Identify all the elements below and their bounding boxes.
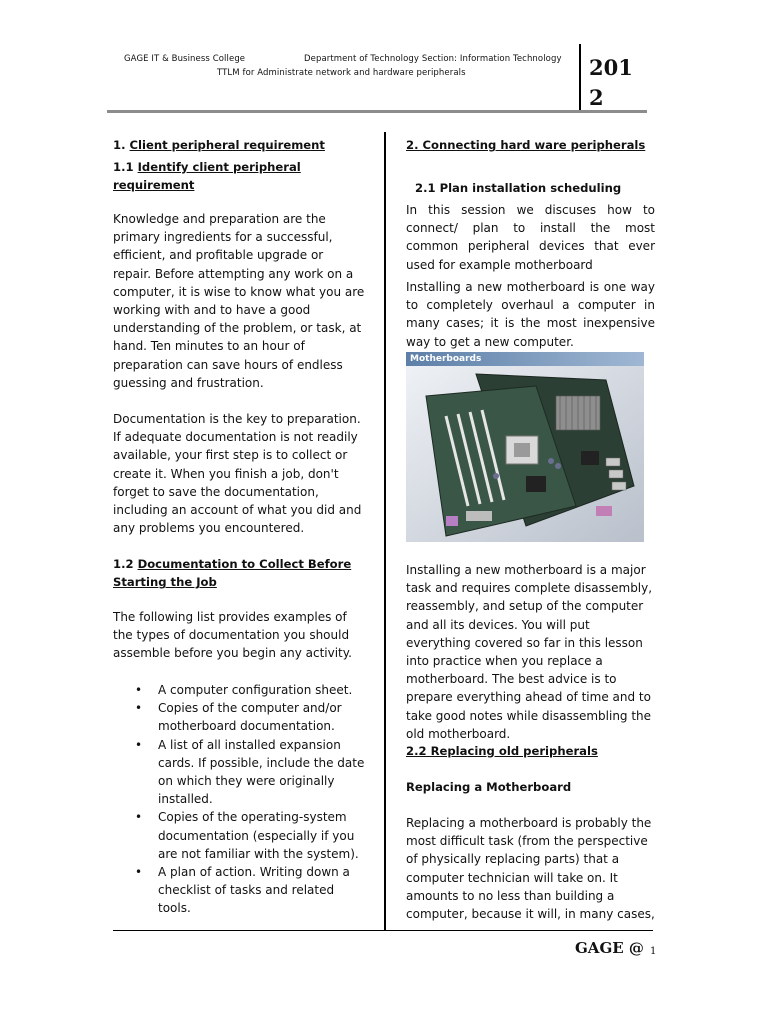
paragraph-major-task — [406, 561, 656, 743]
list-item: • Copies of the operating-system documentation (especially if you are not familiar with the system). — [113, 808, 365, 863]
paragraph-text: Documentation is the key to preparation. If adequate documentation is not readily available, your first step is to collect or create it. When you finish a job, don't forget to save the documentation, including an account of what you did and any problems you encountered. — [113, 412, 362, 536]
heading-connecting-hardware: 2. Connecting hard ware peripherals — [406, 138, 646, 152]
heading-text: Client peripheral requirement — [129, 138, 325, 152]
paragraph-replacing — [406, 814, 656, 923]
paragraph-documentation — [113, 410, 365, 537]
heading-text: Documentation to Collect Before — [137, 557, 352, 571]
heading-text-continued: Starting the Job — [113, 575, 217, 590]
paragraph-text: Installing a new motherboard is a major task and requires complete disassembly, reassembly, and setup of the computer and all its devices. You will put everything covered so far in this lesson into practice when you replace a motherboard. The best advice is to prepare everything ahead of time and to take good notes while disassembling the old motherboard. — [406, 563, 653, 741]
heading-replacing-motherboard: Replacing a Motherboard — [406, 780, 572, 794]
college-name: GAGE IT & Business College — [124, 54, 246, 64]
heading-number: 1.1 — [113, 160, 134, 174]
paragraph-text: The following list provides examples of the types of documentation you should assemble before you begin any activity. — [113, 610, 352, 661]
heading-text: Identify client peripheral — [137, 160, 301, 174]
paragraph-text: Replacing a motherboard is probably the most difficult task (from the perspective of physically replacing parts) that a computer technician will take on. It amounts to no less than building a computer, because it will, in many cases, — [406, 816, 655, 922]
year-line-2: 2 — [589, 85, 604, 110]
page-number: 1 — [650, 946, 657, 957]
header-rule — [107, 110, 647, 113]
paragraph-text: In this session we discuses how to connect/ plan to install the most common peripheral devices that ever used for example motherboard — [406, 203, 655, 272]
department-name: Department of Technology Section: Information Technology — [304, 54, 562, 64]
heading-client-peripheral — [113, 136, 325, 154]
footer-rule — [113, 930, 653, 931]
heading-plan-installation: 2.1 Plan installation scheduling — [415, 181, 622, 195]
list-item: • A plan of action. Writing down a checklist of tasks and related tools. — [113, 863, 365, 918]
heading-text-continued: requirement — [113, 178, 195, 193]
paragraph-installing — [406, 278, 655, 351]
footer-brand: GAGE @ — [575, 939, 644, 957]
list-item: • A computer configuration sheet. — [113, 681, 365, 699]
header-vertical-rule — [579, 44, 581, 112]
heading-documentation-collect — [113, 555, 373, 591]
heading-identify-requirement — [113, 158, 373, 194]
document-subtitle: TTLM for Administrate network and hardware peripherals — [217, 68, 466, 78]
paragraph-session — [406, 201, 655, 274]
paragraph-text: Knowledge and preparation are the primary ingredients for a successful, efficient, and profitable upgrade or repair. Before attempting any work on a computer, it is wise to know what you are working with and to have a good understanding of the problem, or task, at hand. Ten minutes to an hour of preparation can save hours of endless guessing and frustration. — [113, 212, 365, 390]
column-divider — [384, 132, 386, 930]
image-caption-bar: Motherboards — [406, 352, 644, 366]
motherboard-illustration — [406, 366, 644, 542]
paragraph-list-intro — [113, 608, 365, 663]
documentation-list — [113, 681, 365, 918]
paragraph-text: Installing a new motherboard is one way to completely overhaul a computer in many cases; it is the most inexpensive way to get a new computer. — [406, 280, 655, 349]
paragraph-knowledge — [113, 210, 365, 392]
heading-number: 1.2 — [113, 557, 134, 571]
year-line-1: 201 — [589, 55, 633, 80]
list-item: • Copies of the computer and/or motherboard documentation. — [113, 699, 365, 735]
motherboard-image — [406, 352, 644, 542]
list-item: • A list of all installed expansion cards. If possible, include the date on which they were originally installed. — [113, 736, 365, 809]
heading-replacing-peripherals: 2.2 Replacing old peripherals — [406, 744, 598, 758]
heading-number: 1. — [113, 138, 126, 152]
